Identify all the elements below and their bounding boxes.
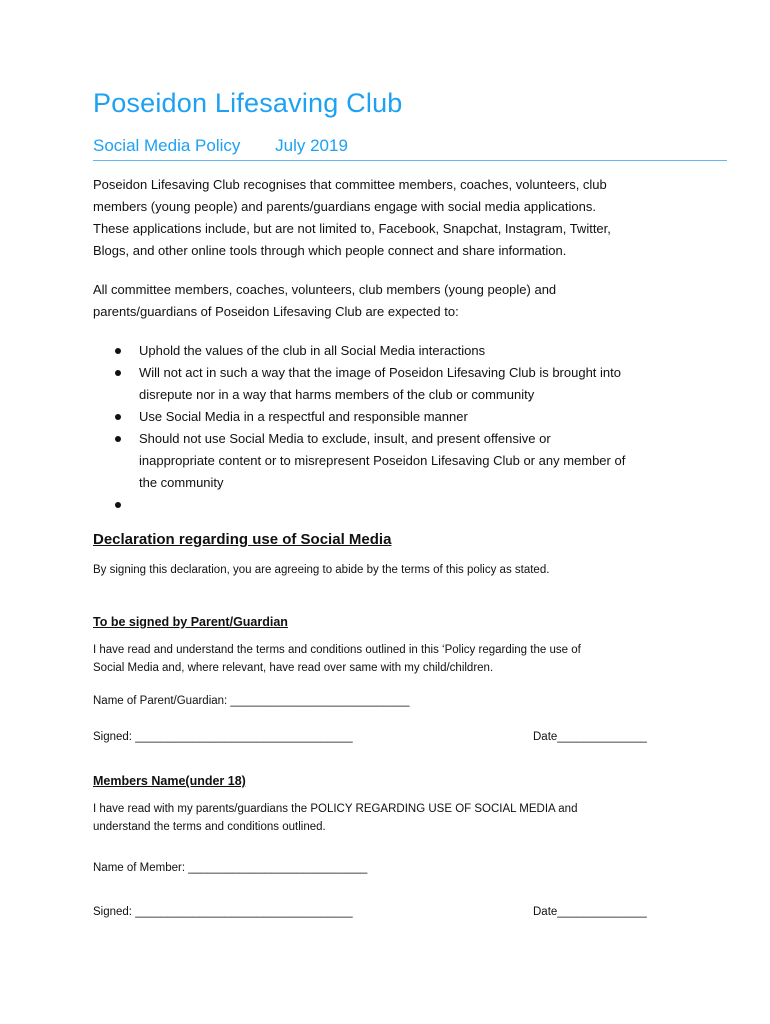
text-line: I have read and understand the terms and conditions outlined in this ‘Policy regarding the use of <box>93 644 581 656</box>
list-item <box>93 428 693 494</box>
bullet-icon <box>115 348 121 354</box>
expectations-list <box>93 340 693 516</box>
text-line: All committee members, coaches, volunteers, club members (young people) and <box>93 282 557 297</box>
declaration-heading: Declaration regarding use of Social Media <box>93 531 392 548</box>
parent-signature-field[interactable]: Signed: __________________________________ <box>93 731 353 743</box>
parent-date-field[interactable]: Date______________ <box>533 731 647 743</box>
list-item <box>93 406 693 428</box>
member-date-field[interactable]: Date______________ <box>533 906 647 918</box>
text-line: Use Social Media in a respectful and responsible manner <box>139 409 468 424</box>
text-line: Uphold the values of the club in all Social Media interactions <box>139 343 486 358</box>
text-line: Should not use Social Media to exclude, insult, and present offensive or <box>139 431 551 446</box>
parent-section-heading: To be signed by Parent/Guardian <box>93 615 288 629</box>
bullet-icon <box>115 436 121 442</box>
bullet-icon <box>115 414 121 420</box>
policy-subtitle: Social Media Policy <box>93 136 241 155</box>
text-line: inappropriate content or to misrepresent Poseidon Lifesaving Club or any member of <box>139 453 626 468</box>
intro-paragraph-1 <box>93 174 673 262</box>
page-title: Poseidon Lifesaving Club <box>93 88 403 118</box>
text-line: disrepute nor in a way that harms members of the club or community <box>139 387 535 402</box>
intro-paragraph-2 <box>93 279 673 323</box>
member-signature-field[interactable]: Signed: __________________________________ <box>93 906 353 918</box>
declaration-text: By signing this declaration, you are agreeing to abide by the terms of this policy as stated. <box>93 564 550 576</box>
subtitle-row <box>93 136 727 161</box>
text-line: Social Media and, where relevant, have read over same with my child/children. <box>93 662 494 674</box>
list-item <box>93 362 693 406</box>
bullet-icon <box>115 502 121 508</box>
text-line: the community <box>139 475 224 490</box>
member-section-heading: Members Name(under 18) <box>93 774 246 788</box>
parent-section-text <box>93 641 693 677</box>
list-item <box>93 340 693 362</box>
text-line: members (young people) and parents/guardians engage with social media applications. <box>93 199 596 214</box>
bullet-icon <box>115 370 121 376</box>
text-line: Poseidon Lifesaving Club recognises that committee members, coaches, volunteers, club <box>93 177 607 192</box>
text-line: parents/guardians of Poseidon Lifesaving Club are expected to: <box>93 304 459 319</box>
member-name-field[interactable]: Name of Member: ____________________________ <box>93 862 368 874</box>
text-line: understand the terms and conditions outlined. <box>93 821 326 833</box>
member-section-text <box>93 800 693 836</box>
text-line: Will not act in such a way that the image of Poseidon Lifesaving Club is brought into <box>139 365 621 380</box>
text-line: These applications include, but are not limited to, Facebook, Snapchat, Instagram, Twitter, <box>93 221 611 236</box>
parent-name-field[interactable]: Name of Parent/Guardian: ____________________________ <box>93 695 410 707</box>
text-line: I have read with my parents/guardians the POLICY REGARDING USE OF SOCIAL MEDIA and <box>93 803 578 815</box>
text-line: Blogs, and other online tools through which people connect and share information. <box>93 243 567 258</box>
list-item <box>93 494 693 516</box>
policy-date: July 2019 <box>275 136 348 155</box>
